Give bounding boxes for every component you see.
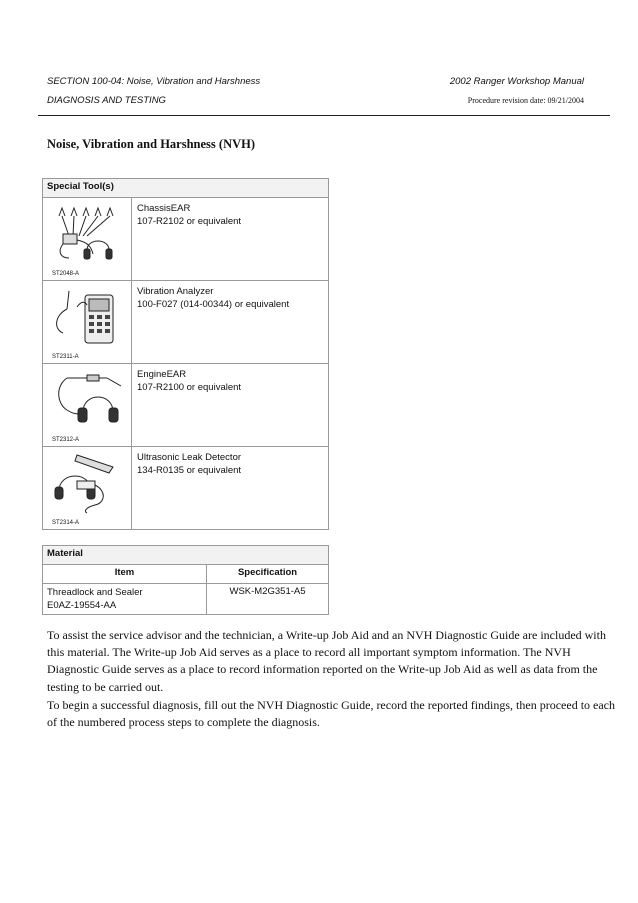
material-item-cell bbox=[43, 584, 207, 615]
tool-description bbox=[132, 281, 329, 364]
tool-description bbox=[132, 364, 329, 447]
intro-paragraph: To assist the service advisor and the technician, a Write-up Job Aid and an NVH Diagnostic Guide are included with this material. The Write-up Job Aid serves as a place to record all important symptom information. The NVH Diagnostic Guide serves as a place to record information reported on the Write-up Job Aid as well as data from the testing to be carried out. bbox=[47, 628, 606, 694]
special-tools-table bbox=[42, 178, 329, 530]
subsection-label: DIAGNOSIS AND TESTING bbox=[47, 95, 166, 106]
tool-part-number: 100-F027 (014-00344) or equivalent bbox=[137, 299, 290, 310]
chassisear-icon bbox=[47, 202, 127, 268]
page-title: Noise, Vibration and Harshness (NVH) bbox=[47, 137, 256, 151]
section-label: SECTION 100-04: Noise, Vibration and Harshness bbox=[47, 76, 261, 87]
tool-name: Vibration Analyzer bbox=[137, 286, 214, 297]
column-header-specification: Specification bbox=[207, 565, 329, 584]
header-divider bbox=[38, 115, 610, 116]
tool-row bbox=[43, 447, 329, 530]
tool-description bbox=[132, 198, 329, 281]
tool-name: EngineEAR bbox=[137, 369, 187, 380]
material-spec-cell: WSK-M2G351-A5 bbox=[207, 584, 329, 615]
tool-code: ST2311-A bbox=[52, 354, 79, 360]
tool-code: ST2314-A bbox=[52, 520, 80, 526]
column-header-item: Item bbox=[43, 565, 207, 584]
tool-name: Ultrasonic Leak Detector bbox=[137, 452, 242, 463]
tool-part-number: 107-R2100 or equivalent bbox=[137, 382, 242, 393]
revision-date: Procedure revision date: 09/21/2004 bbox=[467, 96, 584, 105]
table-row bbox=[43, 584, 329, 615]
tool-code: ST2048-A bbox=[52, 271, 80, 277]
vibration-analyzer-icon bbox=[47, 285, 127, 351]
procedure-paragraph: To begin a successful diagnosis, fill out the NVH Diagnostic Guide, record the reported findings, then proceed to each of the numbered process steps to complete the diagnosis. bbox=[47, 698, 616, 730]
tool-part-number: 107-R2102 or equivalent bbox=[137, 216, 242, 227]
tool-name: ChassisEAR bbox=[137, 203, 191, 214]
special-tools-heading: Special Tool(s) bbox=[43, 179, 329, 198]
tool-row bbox=[43, 364, 329, 447]
tool-part-number: 134-R0135 or equivalent bbox=[137, 465, 242, 476]
tool-image-cell bbox=[43, 281, 132, 364]
tool-row bbox=[43, 281, 329, 364]
material-table bbox=[42, 545, 329, 615]
tool-row bbox=[43, 198, 329, 281]
manual-title: 2002 Ranger Workshop Manual bbox=[449, 76, 584, 87]
material-heading: Material bbox=[43, 546, 329, 565]
tool-image-cell bbox=[43, 447, 132, 530]
engineear-icon bbox=[47, 368, 127, 434]
tool-description bbox=[132, 447, 329, 530]
material-item-part: E0AZ-19554-AA bbox=[47, 600, 117, 611]
tool-image-cell bbox=[43, 198, 132, 281]
leak-detector-icon bbox=[47, 451, 127, 517]
tool-code: ST2312-A bbox=[52, 437, 80, 443]
material-item-name: Threadlock and Sealer bbox=[47, 587, 143, 598]
tool-image-cell bbox=[43, 364, 132, 447]
